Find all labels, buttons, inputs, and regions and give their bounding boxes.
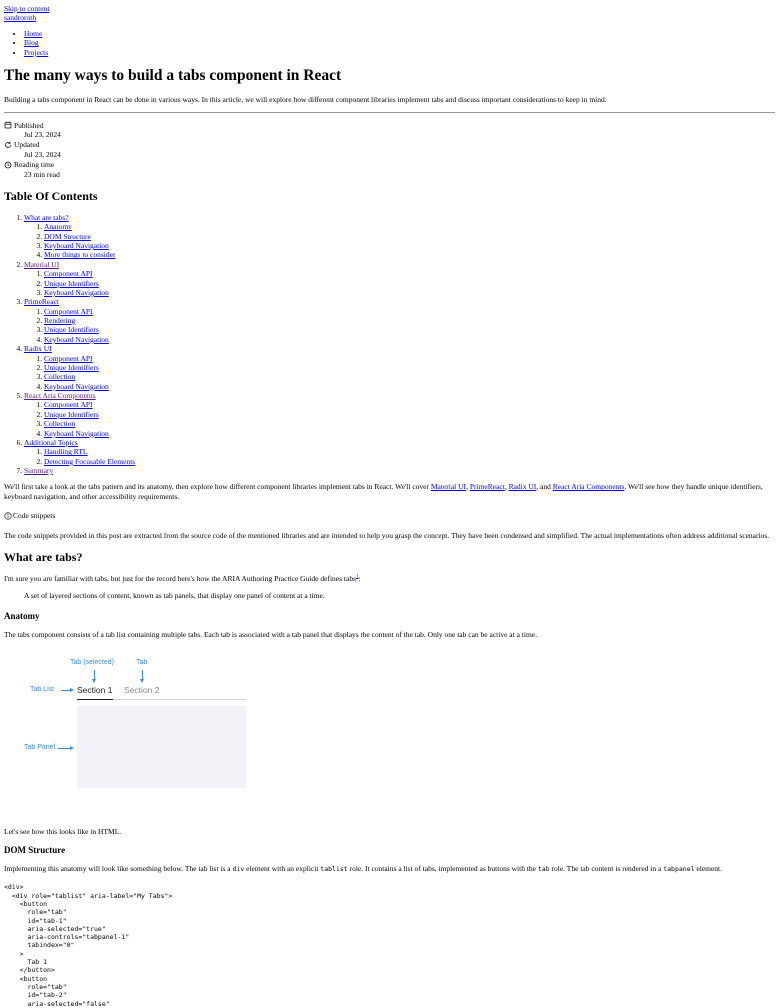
diagram-tab-panel bbox=[77, 706, 246, 788]
toc-item bbox=[24, 344, 775, 391]
toc-link[interactable]: Summary bbox=[24, 466, 54, 475]
article-intro: Building a tabs component in React can be done in various ways. In this article, we will explore how different component libraries implement tabs and discuss important considerations to keep in mind. bbox=[4, 95, 607, 105]
nav-link-home[interactable]: Home bbox=[24, 28, 43, 38]
note-title-text: Code snippets bbox=[13, 511, 56, 521]
toc-sublink[interactable]: Component API bbox=[44, 306, 93, 316]
toc-subitem bbox=[44, 269, 775, 278]
clock-icon bbox=[4, 161, 12, 169]
arrow-head-tab-panel bbox=[70, 746, 74, 750]
arrow-head-tab-selected bbox=[92, 679, 96, 683]
reading-time-value: 23 min read bbox=[24, 169, 60, 179]
toc-subitem bbox=[44, 250, 775, 259]
toc-link[interactable]: PrimeReact bbox=[24, 297, 59, 307]
tabs-anatomy-diagram bbox=[20, 659, 270, 799]
overview-sep-3: , and bbox=[536, 482, 553, 492]
info-icon bbox=[4, 512, 12, 520]
toc-subitem bbox=[44, 279, 775, 288]
main-nav bbox=[4, 29, 775, 57]
toc-sublink[interactable]: Keyboard Navigation bbox=[44, 381, 109, 391]
toc-sublink[interactable]: Unique Identifiers bbox=[44, 278, 99, 288]
label-tab-selected: Tab (selected) bbox=[70, 659, 114, 667]
toc-subitem bbox=[44, 307, 775, 316]
site-name-link[interactable]: sandroroth bbox=[4, 13, 37, 23]
top-links bbox=[4, 4, 775, 23]
updated-label: Updated bbox=[14, 140, 40, 150]
anatomy-text: The tabs component consists of a tab list containing multiple tabs. Each tab is associated with a tab panel that displays the content of the tab. Only one tab can be active at a time. bbox=[4, 629, 537, 639]
table-of-contents bbox=[4, 213, 775, 476]
dom-text-5: element. bbox=[694, 863, 723, 873]
code-tablist: tablist bbox=[320, 864, 348, 873]
toc-sublist bbox=[24, 354, 775, 392]
arrow-head-tab bbox=[140, 679, 144, 683]
meta-updated bbox=[4, 140, 775, 149]
aria-quote: A set of layered sections of content, known as tab panels, that display one panel of content at a time. bbox=[24, 591, 325, 601]
code-tab: tab bbox=[537, 864, 550, 873]
meta-published bbox=[4, 121, 775, 130]
toc-subitem bbox=[44, 316, 775, 325]
toc-sublink[interactable]: Collection bbox=[44, 419, 76, 429]
overview-text-end: . We'll see how they handle unique identifiers, keyboard navigation, and other accessibility requirements. bbox=[4, 482, 763, 501]
toc-sublist bbox=[24, 447, 775, 466]
nav-link-projects[interactable]: Projects bbox=[24, 47, 49, 57]
what-are-tabs-paragraph bbox=[4, 574, 775, 583]
toc-sublink[interactable]: Keyboard Navigation bbox=[44, 241, 109, 250]
dom-text-3: role. It contains a list of tabs, implemented as buttons with the bbox=[347, 863, 538, 873]
toc-link[interactable]: Radix UI bbox=[24, 344, 52, 354]
toc-sublink[interactable]: Component API bbox=[44, 353, 93, 363]
diagram-tab-section-2: Section 2 bbox=[124, 685, 160, 696]
toc-item bbox=[24, 466, 775, 475]
heading-anatomy: Anatomy bbox=[4, 610, 40, 621]
selected-tab-indicator bbox=[77, 699, 113, 701]
toc-sublink[interactable]: Rendering bbox=[44, 316, 76, 325]
toc-sublink[interactable]: Keyboard Navigation bbox=[44, 334, 109, 344]
link-primereact[interactable]: PrimeReact bbox=[469, 482, 505, 492]
toc-link[interactable]: Additional Topics bbox=[24, 437, 78, 447]
dom-structure-text bbox=[4, 864, 775, 873]
toc-item bbox=[24, 297, 775, 344]
label-tab: Tab bbox=[136, 659, 148, 667]
toc-sublink[interactable]: DOM Structure bbox=[44, 231, 91, 241]
footnote-link[interactable]: 1 bbox=[356, 574, 359, 580]
toc-sublink[interactable]: Component API bbox=[44, 400, 93, 410]
link-react-aria[interactable]: React Aria Components bbox=[552, 482, 625, 492]
code-block-dom-structure: <div> <div role="tablist" aria-label="My Tabs"> <button role="tab" id="tab-1" aria-selected="true" aria-controls="tabpanel-1" tabindex="0" > Tab 1 </button> <button role="tab" id="tab-2" aria-selected="false" bbox=[4, 883, 173, 1008]
toc-subitem bbox=[44, 325, 775, 334]
toc-sublist bbox=[24, 222, 775, 260]
toc-subitem bbox=[44, 429, 775, 438]
toc-link[interactable]: What are tabs? bbox=[24, 212, 69, 222]
divider bbox=[4, 112, 775, 113]
heading-what-are-tabs: What are tabs? bbox=[4, 549, 83, 564]
toc-sublink[interactable]: Keyboard Navigation bbox=[44, 287, 109, 297]
meta-reading-time bbox=[4, 160, 775, 169]
toc-sublist bbox=[24, 400, 775, 438]
toc-subitem bbox=[44, 232, 775, 241]
toc-sublink[interactable]: Anatomy bbox=[44, 222, 72, 232]
toc-title: Table Of Contents bbox=[4, 188, 98, 203]
toc-link[interactable]: Material UI bbox=[24, 259, 60, 269]
skip-to-content-link[interactable]: Skip to content bbox=[4, 4, 50, 13]
note-title bbox=[4, 511, 775, 520]
dom-text-2: element with an explicit bbox=[244, 863, 321, 873]
toc-subitem bbox=[44, 222, 775, 231]
what-are-tabs-colon: : bbox=[358, 573, 361, 583]
arrow-head-tab-list bbox=[70, 688, 74, 692]
code-tabpanel: tabpanel bbox=[663, 864, 695, 873]
toc-sublink[interactable]: Unique Identifiers bbox=[44, 409, 99, 419]
toc-sublink[interactable]: Unique Identifiers bbox=[44, 362, 99, 372]
toc-sublink[interactable]: Collection bbox=[44, 372, 76, 382]
label-tab-panel: Tab Panel bbox=[24, 744, 56, 752]
toc-sublink[interactable]: Detecting Focusable Elements bbox=[44, 456, 136, 466]
reading-time-label: Reading time bbox=[14, 160, 55, 170]
toc-sublink[interactable]: More things to consider bbox=[44, 250, 116, 260]
overview-sep-2: , bbox=[504, 482, 509, 492]
arrow-tab-panel bbox=[58, 748, 70, 749]
heading-dom-structure: DOM Structure bbox=[4, 844, 66, 855]
toc-sublink[interactable]: Component API bbox=[44, 269, 93, 279]
toc-sublink[interactable]: Keyboard Navigation bbox=[44, 428, 109, 438]
link-radix-ui[interactable]: Radix UI bbox=[508, 482, 537, 492]
label-tab-list: Tab List bbox=[30, 686, 55, 694]
toc-item bbox=[24, 213, 775, 260]
overview-text-start: We'll first take a look at the tabs pattern and its anatomy, then explore how different component libraries implement tabs in React. We'll cover bbox=[4, 482, 431, 492]
nav-item-blog bbox=[24, 38, 775, 47]
anatomy-after-text: Let's see how this looks like in HTML. bbox=[4, 827, 122, 837]
nav-item-projects bbox=[24, 48, 775, 57]
toc-sublink[interactable]: Unique Identifiers bbox=[44, 325, 99, 335]
toc-subitem bbox=[44, 400, 775, 409]
toc-subitem bbox=[44, 241, 775, 250]
toc-item bbox=[24, 260, 775, 298]
what-are-tabs-text: I'm sure you are familiar with tabs, but just for the record here's how the ARIA Authoring Practice Guide defines tabs bbox=[4, 573, 356, 583]
link-material-ui[interactable]: Material UI bbox=[430, 482, 467, 492]
refresh-icon bbox=[4, 141, 12, 149]
toc-subitem bbox=[44, 382, 775, 391]
dom-text-1: Implementing this anatomy will look like something below. The tab list is a bbox=[4, 863, 233, 873]
toc-subitem bbox=[44, 335, 775, 344]
published-label: Published bbox=[14, 120, 44, 130]
toc-sublink[interactable]: Handling RTL bbox=[44, 447, 88, 457]
toc-subitem bbox=[44, 363, 775, 372]
overview-paragraph bbox=[4, 482, 775, 501]
diagram-tab-section-1: Section 1 bbox=[77, 685, 113, 696]
arrow-tab-list bbox=[61, 690, 70, 691]
dom-text-4: role. The tab content is rendered in a bbox=[549, 863, 664, 873]
updated-value: Jul 23, 2024 bbox=[24, 149, 61, 159]
note-text: The code snippets provided in this post are extracted from the source code of the mentioned libraries and are intended to help you grasp the concept. They have been condensed and simplified. The actual implementations often address additional scenarios. bbox=[4, 530, 770, 540]
published-value: Jul 23, 2024 bbox=[24, 130, 61, 139]
calendar-icon bbox=[4, 121, 12, 129]
toc-subitem bbox=[44, 419, 775, 428]
toc-subitem bbox=[44, 372, 775, 381]
toc-subitem bbox=[44, 354, 775, 363]
toc-sublist bbox=[24, 307, 775, 345]
toc-item bbox=[24, 391, 775, 438]
overview-sep-1: , bbox=[466, 482, 470, 492]
article-meta bbox=[4, 121, 775, 179]
toc-subitem bbox=[44, 288, 775, 297]
toc-sublist bbox=[24, 269, 775, 297]
nav-link-blog[interactable]: Blog bbox=[24, 38, 39, 48]
page-title: The many ways to build a tabs component in React bbox=[4, 66, 342, 84]
toc-subitem bbox=[44, 410, 775, 419]
nav-item-home bbox=[24, 29, 775, 38]
toc-subitem bbox=[44, 447, 775, 456]
toc-item bbox=[24, 438, 775, 466]
toc-subitem bbox=[44, 457, 775, 466]
toc-link[interactable]: React Aria Components bbox=[24, 391, 96, 400]
code-div: div bbox=[232, 864, 245, 873]
